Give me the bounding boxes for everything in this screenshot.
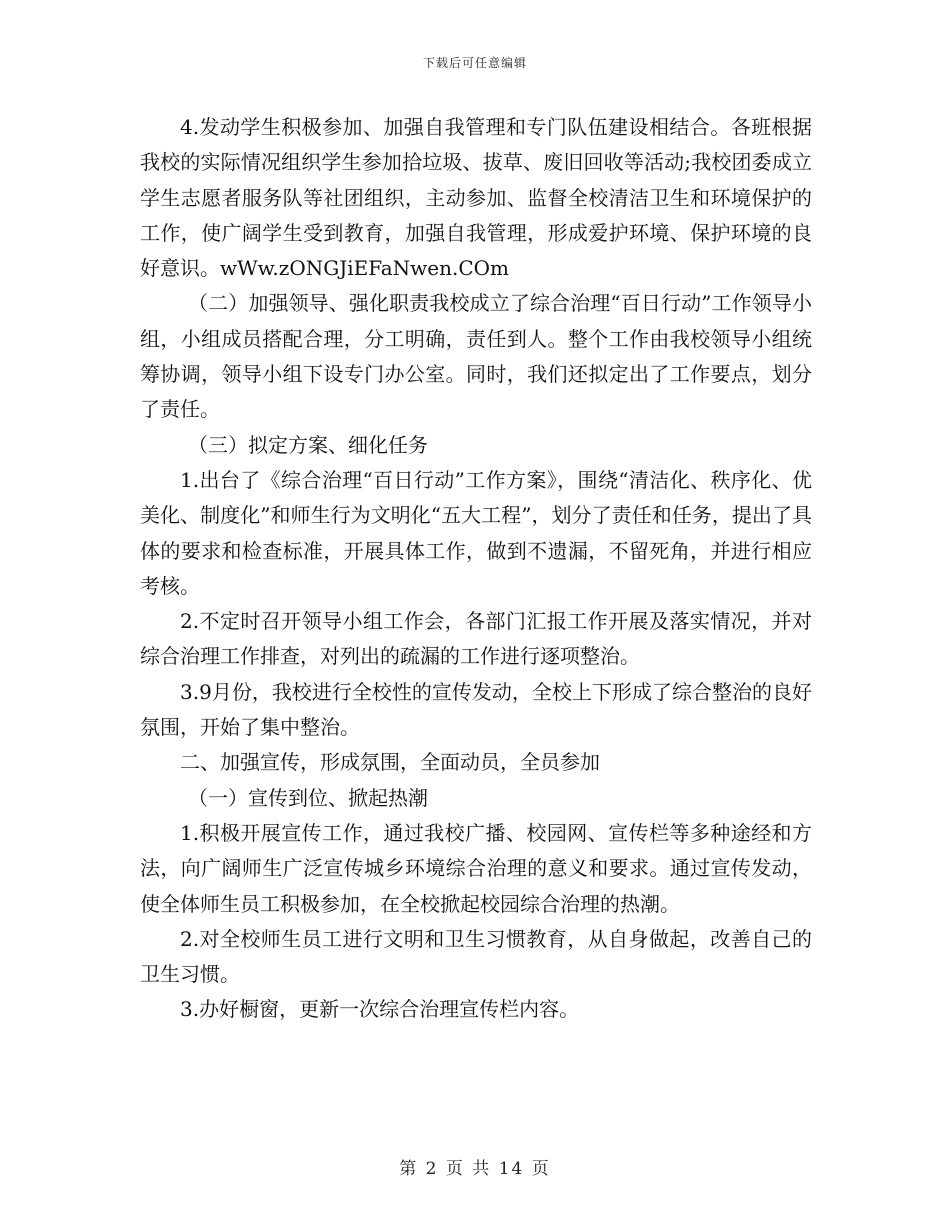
page-header: 下载后可任意编辑 bbox=[422, 56, 527, 70]
paragraph-item-3: 3.9月份，我校进行全校性的宣传发动，全校上下形成了综合整治的良好氛围，开始了集中整治。 bbox=[140, 679, 812, 740]
page-number-footer: 第 2 页 共 14 页 bbox=[399, 1159, 551, 1179]
paragraph-publicity-1: 1.积极开展宣传工作，通过我校广播、校园网、宣传栏等多种途经和方法，向广阔师生广泛宣传城乡环境综合治理的意义和要求。通过宣传发动，使全体师生员工积极参加，在全校掀起校园综合治理的热潮。 bbox=[140, 820, 812, 916]
paragraph-item-4: 4.发动学生积极参加、加强自我管理和专门队伍建设相结合。各班根据我校的实际情况组织学生参加拾垃圾、拔草、废旧回收等活动;我校团委成立学生志愿者服务队等社团组织，主动参加、监督全校清洁卫生和环境保护的工作，使广阔学生受到教育，加强自我管理，形成爱护环境、保护环境的良好意识。wWw.zONGJiEFaNwen.COm bbox=[140, 115, 812, 281]
paragraph-item-1: 1.出台了《综合治理“百日行动”工作方案》，围绕“清洁化、秩序化、优美化、制度化”和师生行为文明化“五大工程”，划分了责任和任务，提出了具体的要求和检查标准，开展具体工作，做到不遗漏，不留死角，并进行相应考核。 bbox=[140, 467, 812, 598]
paragraph-item-2: 2.不定时召开领导小组工作会，各部门汇报工作开展及落实情况，并对综合治理工作排查，对列出的疏漏的工作进行逐项整治。 bbox=[140, 609, 812, 669]
paragraph-publicity-2: 2.对全校师生员工进行文明和卫生习惯教育，从自身做起，改善自己的卫生习惯。 bbox=[140, 926, 812, 987]
document-body bbox=[140, 110, 812, 1028]
paragraph-section-2: （二）加强领导、强化职责我校成立了综合治理“百日行动”工作领导小组，小组成员搭配合理，分工明确，责任到人。整个工作由我校领导小组统筹协调，领导小组下设专门办公室。同时，我们还拟定出了工作要点，划分了责任。 bbox=[140, 291, 812, 422]
subsection-heading-1: （一）宣传到位、掀起热潮 bbox=[188, 785, 428, 810]
paragraph-publicity-3: 3.办好橱窗，更新一次综合治理宣传栏内容。 bbox=[180, 997, 580, 1022]
paragraph-section-3-heading: （三）拟定方案、细化任务 bbox=[188, 432, 428, 457]
section-heading-2: 二、加强宣传，形成氛围，全面动员，全员参加 bbox=[180, 750, 600, 775]
